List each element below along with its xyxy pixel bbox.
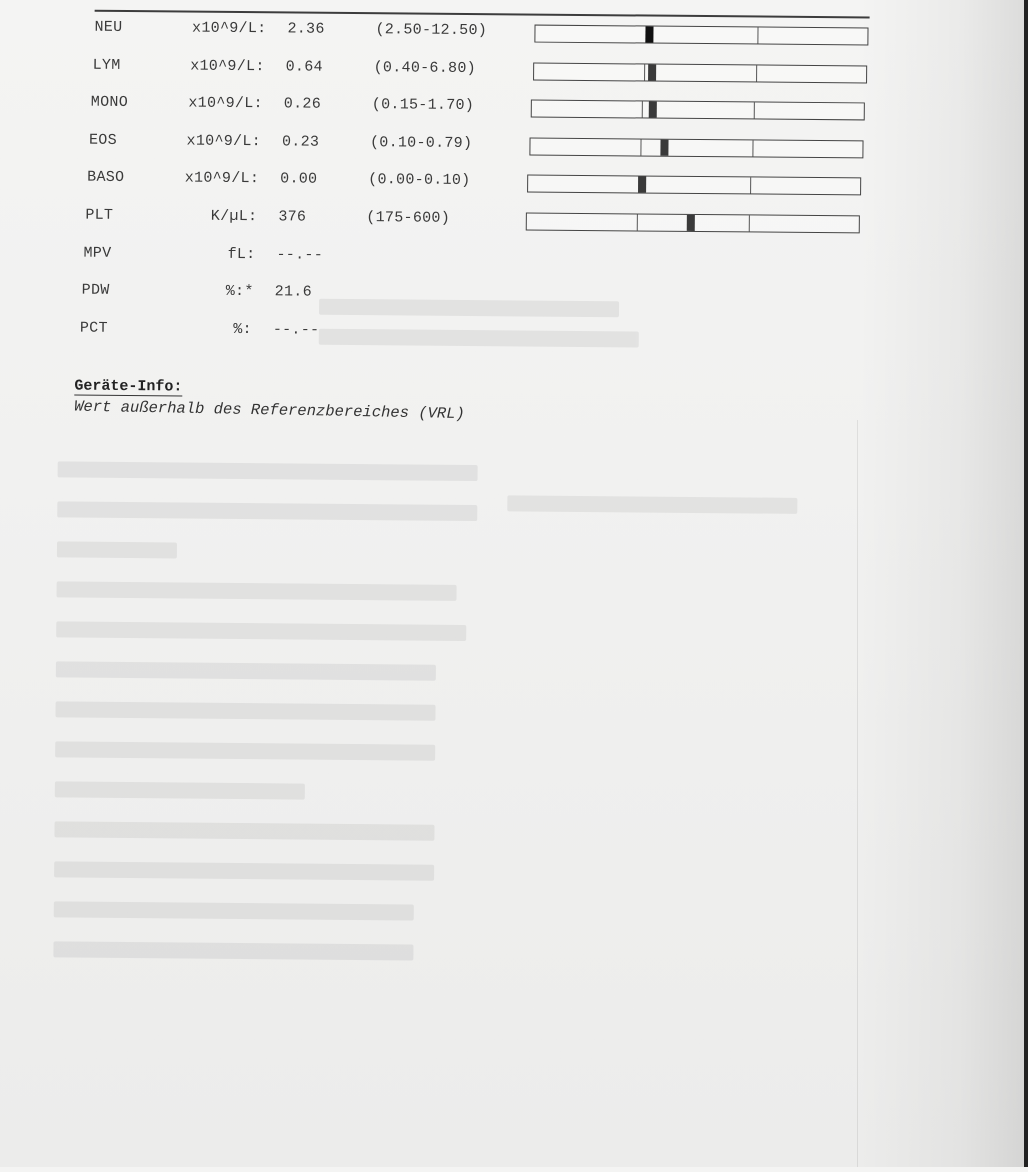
range-bar bbox=[527, 175, 861, 196]
analyte-value: 0.26 bbox=[283, 95, 322, 113]
reference-range: (0.00-0.10) bbox=[368, 171, 471, 190]
result-row-pdw bbox=[0, 277, 1027, 316]
analyte-name: LYM bbox=[92, 56, 121, 74]
range-bar-marker bbox=[645, 27, 653, 43]
range-bar-divider bbox=[756, 65, 757, 81]
analyte-unit: x10^9/L: bbox=[188, 94, 263, 113]
analyte-unit: fL: bbox=[227, 245, 256, 263]
analyte-value: 376 bbox=[278, 208, 307, 226]
reference-range: (175-600) bbox=[366, 209, 451, 227]
analyte-value: --.-- bbox=[276, 245, 324, 264]
paper-edge bbox=[1024, 0, 1028, 1167]
range-bar bbox=[529, 137, 863, 158]
analyte-name: EOS bbox=[88, 131, 117, 149]
analyte-unit: x10^9/L: bbox=[186, 132, 262, 150]
range-bar-divider bbox=[754, 103, 755, 119]
range-bar-divider bbox=[644, 64, 645, 80]
range-bar-divider bbox=[748, 215, 749, 231]
analyte-name: PLT bbox=[85, 206, 114, 224]
analyte-name: BASO bbox=[87, 169, 125, 187]
analyte-name: NEU bbox=[94, 18, 123, 36]
result-row-mono bbox=[1, 89, 1028, 128]
range-bar-marker bbox=[660, 139, 668, 155]
analyte-value: 21.6 bbox=[274, 283, 312, 301]
analyte-value: 2.36 bbox=[287, 20, 325, 38]
analyte-name: PDW bbox=[81, 281, 110, 300]
range-bar-divider bbox=[642, 102, 643, 118]
reference-range: (0.10-0.79) bbox=[369, 133, 473, 152]
analyte-name: MPV bbox=[83, 244, 112, 262]
result-row-baso bbox=[0, 164, 1028, 203]
range-bar-divider bbox=[636, 214, 637, 230]
range-bar bbox=[525, 212, 859, 233]
analyte-unit: x10^9/L: bbox=[184, 169, 260, 188]
range-bar bbox=[534, 25, 868, 46]
analyte-value: --.-- bbox=[272, 321, 320, 339]
range-bar-marker bbox=[648, 64, 656, 80]
range-bar bbox=[533, 62, 867, 83]
result-row-neu bbox=[1, 14, 1028, 53]
analyte-value: 0.23 bbox=[281, 133, 320, 151]
range-bar-divider bbox=[750, 178, 751, 194]
result-row-pct bbox=[0, 315, 1027, 354]
device-info-heading: Geräte-Info: bbox=[74, 377, 183, 396]
analyte-name: PCT bbox=[79, 319, 108, 337]
range-bar-marker bbox=[649, 102, 657, 118]
reference-range: (2.50-12.50) bbox=[375, 21, 488, 40]
analyte-unit: %: bbox=[233, 320, 252, 338]
range-bar-marker bbox=[686, 215, 694, 231]
range-bar-marker bbox=[638, 177, 646, 193]
analyte-unit: x10^9/L: bbox=[191, 19, 267, 38]
reference-range: (0.15-1.70) bbox=[371, 96, 475, 115]
range-bar-divider bbox=[752, 140, 753, 156]
analyte-value: 0.64 bbox=[285, 57, 323, 76]
result-row-mpv bbox=[0, 239, 1028, 278]
result-row-eos bbox=[0, 127, 1028, 166]
reference-range: (0.40-6.80) bbox=[373, 58, 477, 77]
range-bar bbox=[531, 100, 865, 121]
range-bar-divider bbox=[757, 28, 758, 44]
range-bar-divider bbox=[640, 139, 641, 155]
result-row-lym bbox=[1, 51, 1028, 90]
device-info-section bbox=[74, 377, 465, 424]
analyte-unit: x10^9/L: bbox=[190, 57, 265, 75]
device-info-text: Wert außerhalb des Referenzbereiches (VRL) bbox=[74, 397, 465, 424]
analyte-unit: K/µL: bbox=[210, 207, 258, 226]
analyte-name: MONO bbox=[90, 93, 129, 112]
analyte-value: 0.00 bbox=[280, 170, 318, 189]
analyte-unit: %:* bbox=[225, 283, 254, 301]
result-row-plt bbox=[0, 202, 1028, 241]
